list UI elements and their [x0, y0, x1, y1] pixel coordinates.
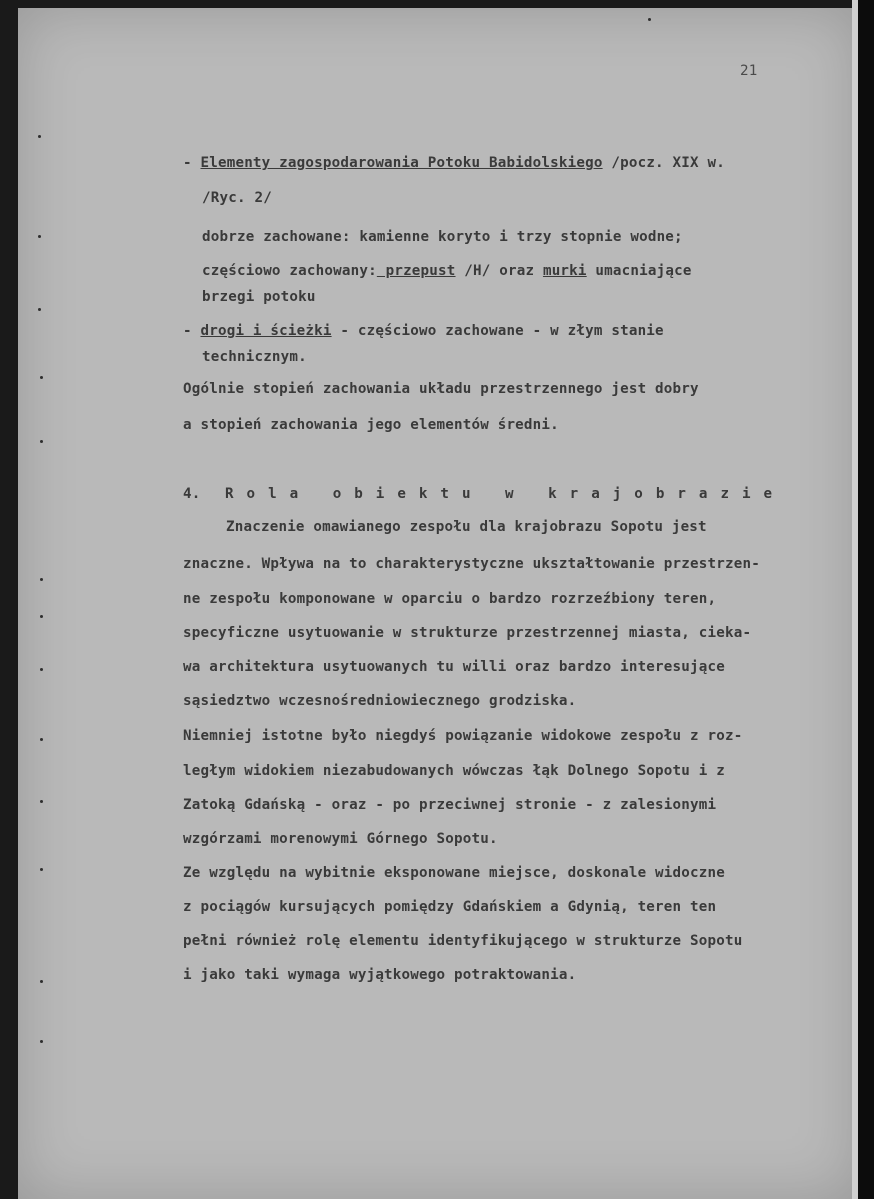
- section-number: 4.: [183, 486, 201, 502]
- paragraph-line: Zatoką Gdańską - oraz - po przeciwnej stronie - z zalesionymi: [183, 797, 717, 813]
- page-number: 21: [740, 63, 758, 79]
- paragraph-line: specyficzne usytuowanie w strukturze przestrzennej miasta, cieka-: [183, 625, 752, 641]
- paragraph-line: sąsiedztwo wczesnośredniowiecznego grodziska.: [183, 693, 577, 709]
- margin-dot: [40, 868, 43, 871]
- margin-dot: [40, 1040, 43, 1043]
- margin-dot: [40, 578, 43, 581]
- text-line: dobrze zachowane: kamienne koryto i trzy stopnie wodne;: [202, 229, 683, 245]
- paragraph-line: ległym widokiem niezabudowanych wówczas łąk Dolnego Sopotu i z: [183, 763, 725, 779]
- paragraph-line: znaczne. Wpływa na to charakterystyczne ukształtowanie przestrzen-: [183, 556, 760, 572]
- paragraph-line: wa architektura usytuowanych tu willi oraz bardzo interesujące: [183, 659, 725, 675]
- margin-dot: [40, 980, 43, 983]
- margin-dot: [38, 135, 41, 138]
- margin-dot: [648, 18, 651, 21]
- paragraph-line: ne zespołu komponowane w oparciu o bardzo rozrzeźbiony teren,: [183, 591, 717, 607]
- paragraph-line: z pociągów kursujących pomiędzy Gdańskiem a Gdynią, teren ten: [183, 899, 717, 915]
- section-heading: Rola obiektu w krajobrazie: [225, 486, 786, 502]
- text-line: /Ryc. 2/: [202, 190, 272, 206]
- paragraph-line: wzgórzami morenowymi Górnego Sopotu.: [183, 831, 498, 847]
- text-line: a stopień zachowania jego elementów średni.: [183, 417, 559, 433]
- scan-border: [858, 0, 874, 1199]
- margin-dot: [40, 668, 43, 671]
- list-item-elements: - Elementy zagospodarowania Potoku Babidolskiego /pocz. XIX w.: [183, 155, 725, 171]
- margin-dot: [40, 800, 43, 803]
- text-line: technicznym.: [202, 349, 307, 365]
- paragraph-line: pełni również rolę elementu identyfikującego w strukturze Sopotu: [183, 933, 743, 949]
- margin-dot: [40, 615, 43, 618]
- text-line: częściowo zachowany: przepust /H/ oraz murki umacniające: [202, 263, 692, 279]
- margin-dot: [40, 376, 43, 379]
- paragraph-line: Znaczenie omawianego zespołu dla krajobrazu Sopotu jest: [226, 519, 707, 535]
- margin-dot: [40, 440, 43, 443]
- margin-dot: [40, 738, 43, 741]
- text-line: brzegi potoku: [202, 289, 316, 305]
- text-line: Ogólnie stopień zachowania układu przestrzennego jest dobry: [183, 381, 699, 397]
- margin-dot: [38, 308, 41, 311]
- paragraph-line: Ze względu na wybitnie eksponowane miejsce, doskonale widoczne: [183, 865, 725, 881]
- paragraph-line: i jako taki wymaga wyjątkowego potraktowania.: [183, 967, 577, 983]
- list-item-paths: - drogi i ścieżki - częściowo zachowane - w złym stanie: [183, 323, 664, 339]
- margin-dot: [38, 235, 41, 238]
- paragraph-line: Niemniej istotne było niegdyś powiązanie widokowe zespołu z roz-: [183, 728, 743, 744]
